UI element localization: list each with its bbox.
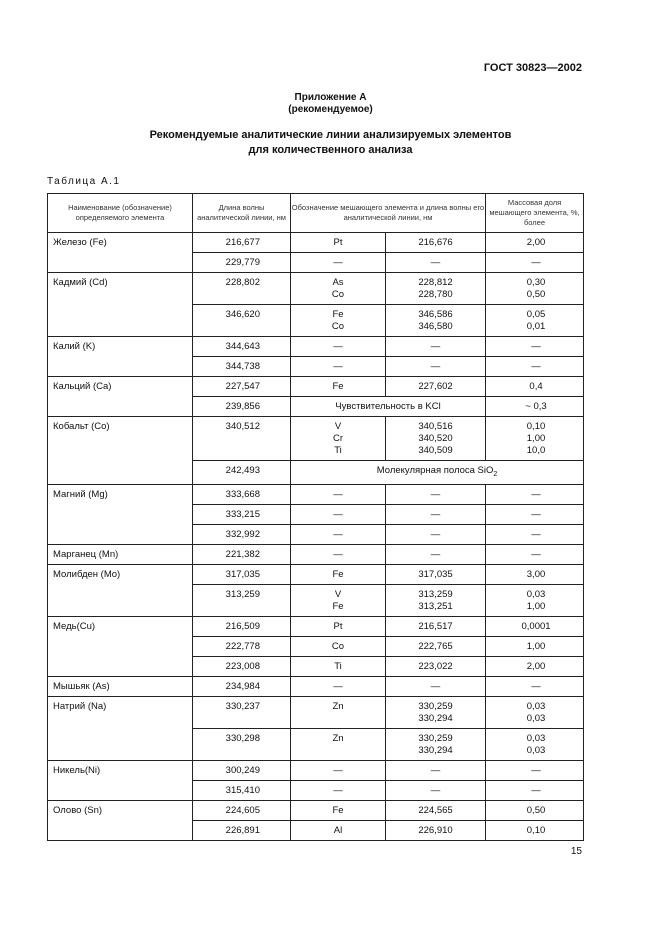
interfering-line-cell: 313,259 313,251: [386, 584, 486, 616]
mass-fraction-cell: 2,00: [486, 233, 584, 253]
interfering-element-cell: V Cr Ti: [291, 417, 386, 461]
mass-fraction-cell: 0,0001: [486, 616, 584, 636]
wavelength-cell: 242,493: [193, 461, 291, 485]
interfering-element-cell: Zn: [291, 696, 386, 728]
interfering-element-cell: Co: [291, 636, 386, 656]
header-mass: Массовая доля мешающего элемента, %, более: [486, 194, 584, 233]
interfering-line-cell: 330,259 330,294: [386, 696, 486, 728]
interfering-line-cell: —: [386, 357, 486, 377]
mass-fraction-cell: 0,03 0,03: [486, 728, 584, 760]
interfering-element-cell: —: [291, 676, 386, 696]
mass-fraction-cell: —: [486, 253, 584, 273]
element-name-cell: Никель(Ni): [48, 760, 193, 800]
interfering-element-cell: —: [291, 544, 386, 564]
interfering-line-cell: —: [386, 253, 486, 273]
heading-line-1: Рекомендуемые аналитические линии анализируемых элементов: [149, 129, 512, 141]
mass-fraction-cell: —: [486, 760, 584, 780]
interfering-line-cell: 227,602: [386, 377, 486, 397]
element-name-cell: Магний (Mg): [48, 484, 193, 544]
table-row: [48, 616, 584, 636]
note-cell: [291, 461, 584, 485]
interfering-line-cell: —: [386, 337, 486, 357]
mass-fraction-cell: —: [486, 676, 584, 696]
standard-number: ГОСТ 30823—2002: [483, 62, 582, 74]
interfering-element-cell: Ti: [291, 656, 386, 676]
interfering-line-cell: 216,676: [386, 233, 486, 253]
table-row: [48, 760, 584, 780]
interfering-line-cell: —: [386, 544, 486, 564]
mass-fraction-cell: 2,00: [486, 656, 584, 676]
wavelength-cell: 317,035: [193, 564, 291, 584]
interfering-element-cell: —: [291, 357, 386, 377]
interfering-line-cell: 224,565: [386, 800, 486, 820]
interfering-element-cell: —: [291, 504, 386, 524]
interfering-line-cell: —: [386, 484, 486, 504]
interfering-element-cell: Al: [291, 820, 386, 840]
wavelength-cell: 333,215: [193, 504, 291, 524]
note-subscript: 2: [493, 470, 498, 478]
wavelength-cell: 229,779: [193, 253, 291, 273]
wavelength-cell: 330,298: [193, 728, 291, 760]
wavelength-cell: 221,382: [193, 544, 291, 564]
mass-fraction-cell: —: [486, 780, 584, 800]
mass-fraction-cell: —: [486, 357, 584, 377]
interfering-element-cell: —: [291, 780, 386, 800]
table-row: [48, 484, 584, 504]
wavelength-cell: 234,984: [193, 676, 291, 696]
table-row: [48, 273, 584, 305]
page-number: 15: [570, 846, 582, 857]
interfering-line-cell: 222,765: [386, 636, 486, 656]
element-name-cell: Мышьяк (As): [48, 676, 193, 696]
element-name-cell: Марганец (Mn): [48, 544, 193, 564]
mass-fraction-cell: —: [486, 337, 584, 357]
mass-fraction-cell: 0,4: [486, 377, 584, 397]
mass-fraction-cell: 0,10: [486, 820, 584, 840]
interfering-element-cell: Pt: [291, 616, 386, 636]
wavelength-cell: 222,778: [193, 636, 291, 656]
mass-fraction-cell: —: [486, 504, 584, 524]
interfering-element-cell: V Fe: [291, 584, 386, 616]
element-name-cell: Кальций (Ca): [48, 377, 193, 417]
wavelength-cell: 227,547: [193, 377, 291, 397]
interfering-element-cell: Fe: [291, 800, 386, 820]
wavelength-cell: 340,512: [193, 417, 291, 461]
interfering-line-cell: —: [386, 676, 486, 696]
element-name-cell: Калий (K): [48, 337, 193, 377]
interfering-line-cell: —: [386, 760, 486, 780]
table-body: [48, 233, 584, 841]
wavelength-cell: 344,643: [193, 337, 291, 357]
header-wavelength: Длина волны аналитической линии, нм: [193, 194, 291, 233]
heading-line-2: для количественного анализа: [248, 144, 413, 156]
interfering-element-cell: Pt: [291, 233, 386, 253]
wavelength-cell: 315,410: [193, 780, 291, 800]
interfering-element-cell: As Co: [291, 273, 386, 305]
analytical-lines-table: [47, 193, 584, 841]
interfering-element-cell: Zn: [291, 728, 386, 760]
mass-fraction-cell: —: [486, 484, 584, 504]
interfering-element-cell: —: [291, 484, 386, 504]
interfering-line-cell: 317,035: [386, 564, 486, 584]
interfering-element-cell: Fe: [291, 377, 386, 397]
interfering-element-cell: —: [291, 253, 386, 273]
mass-fraction-cell: ~ 0,3: [486, 397, 584, 417]
interfering-element-cell: Fe: [291, 564, 386, 584]
interfering-line-cell: 226,910: [386, 820, 486, 840]
note-text: Молекулярная полоса SiO: [376, 465, 494, 476]
table-row: [48, 544, 584, 564]
mass-fraction-cell: 1,00: [486, 636, 584, 656]
table-row: [48, 696, 584, 728]
interfering-line-cell: 216,517: [386, 616, 486, 636]
wavelength-cell: 239,856: [193, 397, 291, 417]
element-name-cell: Медь(Cu): [48, 616, 193, 676]
wavelength-cell: 226,891: [193, 820, 291, 840]
interfering-element-cell: Fe Co: [291, 305, 386, 337]
interfering-line-cell: 223,022: [386, 656, 486, 676]
table-row: [48, 233, 584, 253]
mass-fraction-cell: 0,10 1,00 10,0: [486, 417, 584, 461]
interfering-line-cell: —: [386, 504, 486, 524]
mass-fraction-cell: —: [486, 524, 584, 544]
wavelength-cell: 344,738: [193, 357, 291, 377]
interfering-element-cell: —: [291, 337, 386, 357]
element-name-cell: Кобальт (Co): [48, 417, 193, 485]
table-row: [48, 337, 584, 357]
header-interfering: Обозначение мешающего элемента и длина волны его аналитической линии, нм: [291, 194, 486, 233]
table-row: [48, 417, 584, 461]
wavelength-cell: 223,008: [193, 656, 291, 676]
element-name-cell: Натрий (Na): [48, 696, 193, 760]
element-name-cell: Кадмий (Cd): [48, 273, 193, 337]
mass-fraction-cell: 0,50: [486, 800, 584, 820]
wavelength-cell: 216,509: [193, 616, 291, 636]
interfering-line-cell: —: [386, 780, 486, 800]
wavelength-cell: 332,992: [193, 524, 291, 544]
interfering-line-cell: 346,586 346,580: [386, 305, 486, 337]
interfering-element-cell: —: [291, 760, 386, 780]
mass-fraction-cell: 0,05 0,01: [486, 305, 584, 337]
note-cell: Чувствительность в KCl: [291, 397, 486, 417]
interfering-line-cell: 340,516 340,520 340,509: [386, 417, 486, 461]
wavelength-cell: 216,677: [193, 233, 291, 253]
wavelength-cell: 300,249: [193, 760, 291, 780]
mass-fraction-cell: 0,03 1,00: [486, 584, 584, 616]
wavelength-cell: 228,802: [193, 273, 291, 305]
mass-fraction-cell: 0,30 0,50: [486, 273, 584, 305]
appendix-title: Приложение А: [294, 92, 367, 103]
wavelength-cell: 333,668: [193, 484, 291, 504]
wavelength-cell: 346,620: [193, 305, 291, 337]
wavelength-cell: 224,605: [193, 800, 291, 820]
table-row: [48, 676, 584, 696]
interfering-element-cell: —: [291, 524, 386, 544]
table-row: [48, 564, 584, 584]
header-element: Наименование (обозначение) определяемого элемента: [48, 194, 193, 233]
mass-fraction-cell: —: [486, 544, 584, 564]
table-caption: Таблица А.1: [47, 176, 121, 187]
wavelength-cell: 330,237: [193, 696, 291, 728]
element-name-cell: Железо (Fe): [48, 233, 193, 273]
wavelength-cell: 313,259: [193, 584, 291, 616]
appendix-subtitle: (рекомендуемое): [288, 104, 373, 115]
interfering-line-cell: 330,259 330,294: [386, 728, 486, 760]
mass-fraction-cell: 0,03 0,03: [486, 696, 584, 728]
element-name-cell: Молибден (Mo): [48, 564, 193, 616]
element-name-cell: Олово (Sn): [48, 800, 193, 840]
interfering-line-cell: 228,812 228,780: [386, 273, 486, 305]
interfering-line-cell: —: [386, 524, 486, 544]
table-row: [48, 377, 584, 397]
table-row: [48, 800, 584, 820]
mass-fraction-cell: 3,00: [486, 564, 584, 584]
